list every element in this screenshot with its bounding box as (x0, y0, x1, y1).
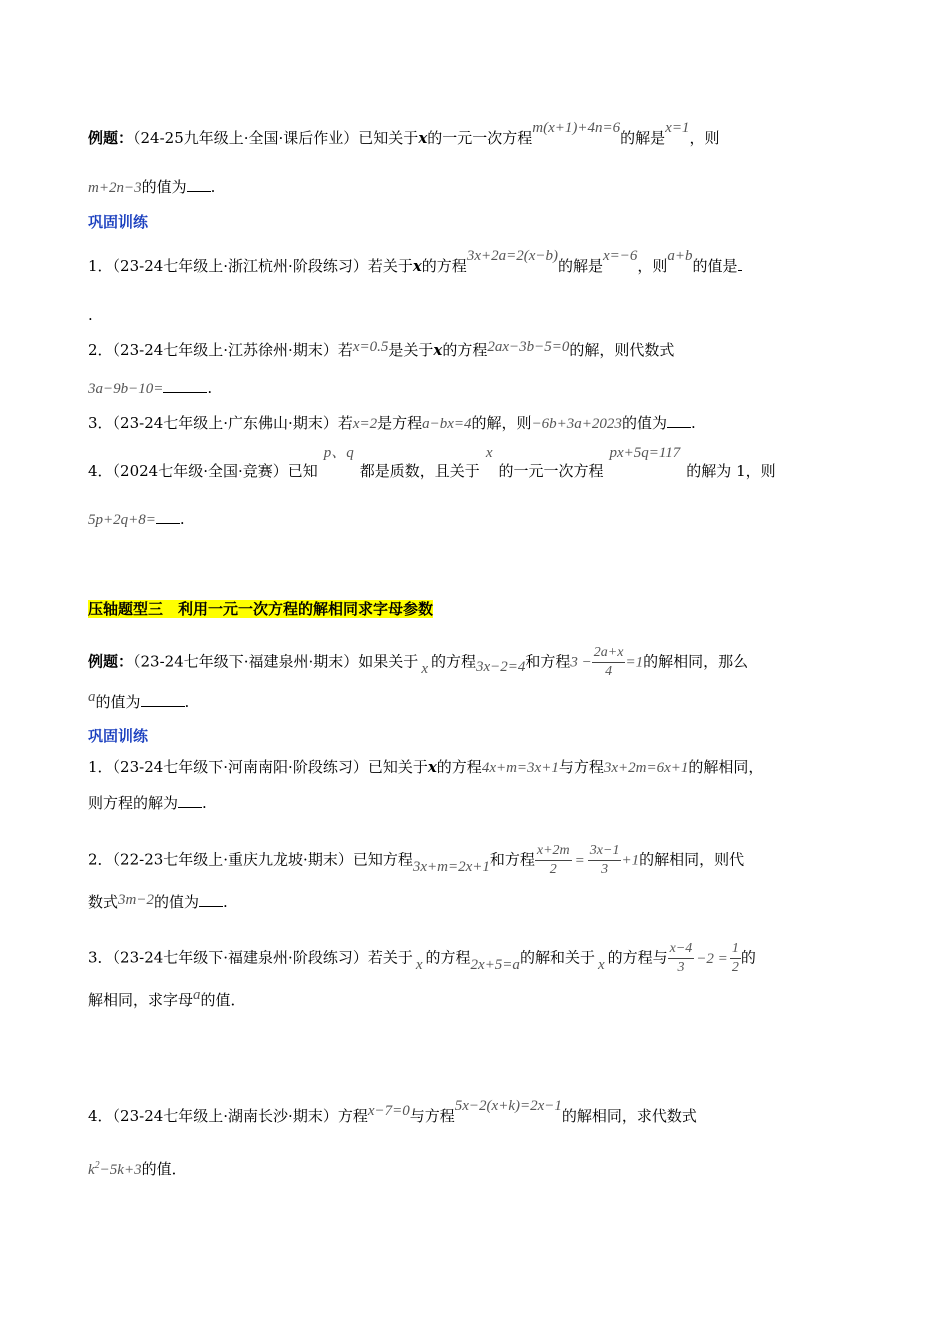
training-heading-1: 巩固训练 (88, 213, 149, 231)
question-r2-line2: 数式3m−2的值为 . (88, 892, 228, 911)
question-r2: 2．（22-23七年级上·重庆九龙坡·期末）已知方程3x+m=2x+1和方程 $\frac{x+2m}{2}$ = $\frac{3x-1}{3}$ +1的解相同，则代 (88, 843, 745, 877)
section-heading: 压轴题型三 利用一元一次方程的解相同求字母参数 (88, 600, 434, 618)
example2-line2: a的值为 . (88, 689, 190, 711)
answer-blank[interactable] (156, 509, 180, 524)
answer-blank[interactable] (667, 413, 691, 428)
example1-line1: 例题：（24-25九年级上·全国·课后作业）已知关于x的一元一次方程m(x+1)+4n=6的解是x=1，则 (88, 120, 720, 147)
question-4-line2: 5p+2q+8= . (88, 510, 185, 528)
example2-line1: 例题：（23-24七年级下·福建泉州·期末）如果关于 x 的方程3x−2=4和方程3 − $\frac{2a+x}{4}$ =1的解相同，那么 (88, 645, 749, 679)
answer-blank[interactable] (738, 256, 742, 271)
training-heading-2: 巩固训练 (88, 727, 149, 745)
question-4: 4．（2024七年级·全国·竞赛）已知p、q都是质数，且关于x的一元一次方程px+5q=117的解为 1，则 (88, 445, 776, 480)
fraction: $\frac{x+2m}{2}$ (536, 843, 570, 877)
question-r1-line2: 则方程的解为 . (88, 794, 207, 812)
fraction: $\frac{1}{2}$ (731, 941, 739, 975)
question-3: 3．（23-24七年级上·广东佛山·期末）若x=2是方程a−bx=4的解，则−6b+3a+2023的值为 . (88, 414, 696, 432)
question-r4: 4．（23-24七年级上·湖南长沙·期末）方程x−7=0与方程5x−2(x+k)=2x−1的解相同，求代数式 (88, 1098, 697, 1125)
question-2: 2．（23-24七年级上·江苏徐州·期末）若x=0.5是关于x的方程2ax−3b−5=0的解，则代数式 (88, 339, 675, 359)
fraction: $\frac{x-4}{3}$ (669, 941, 693, 975)
answer-blank[interactable] (163, 378, 207, 393)
example1-line2: m+2n−3的值为 . (88, 178, 216, 196)
question-r4-line2: $k^2-5k+3$的值． (88, 1160, 187, 1178)
equation: m(x+1)+4n=6 (532, 120, 621, 136)
example-label: 例题： (88, 129, 134, 147)
question-r1: 1．（23-24七年级下·河南南阳·阶段练习）已知关于x的方程4x+m=3x+1与方程3x+2m=6x+1的解相同， (88, 758, 764, 776)
fraction: $\frac{3x-1}{3}$ (589, 843, 620, 877)
question-r3: 3．（23-24七年级下·福建泉州·阶段练习）若关于 x 的方程2x+5=a的解和关于 x 的方程与 $\frac{x-4}{3}$ −2 = $\frac{1}{2}$ 的 (88, 941, 756, 975)
answer-blank[interactable] (187, 177, 211, 192)
question-r3-line2: 解相同，求字母a的值． (88, 987, 246, 1009)
question-2-line2: 3a−9b−10= . (88, 379, 213, 397)
answer-blank[interactable] (178, 793, 202, 808)
question-1-end: . (88, 306, 93, 324)
answer-blank[interactable] (141, 692, 185, 707)
fraction: $\frac{2a+x}{4}$ (593, 645, 624, 679)
question-1: 1．（23-24七年级上·浙江杭州·阶段练习）若关于x的方程3x+2a=2(x−b)的解是x=−6，则a+b的值是 (88, 256, 742, 277)
example-label: 例题： (88, 652, 134, 671)
answer-blank[interactable] (199, 892, 223, 907)
